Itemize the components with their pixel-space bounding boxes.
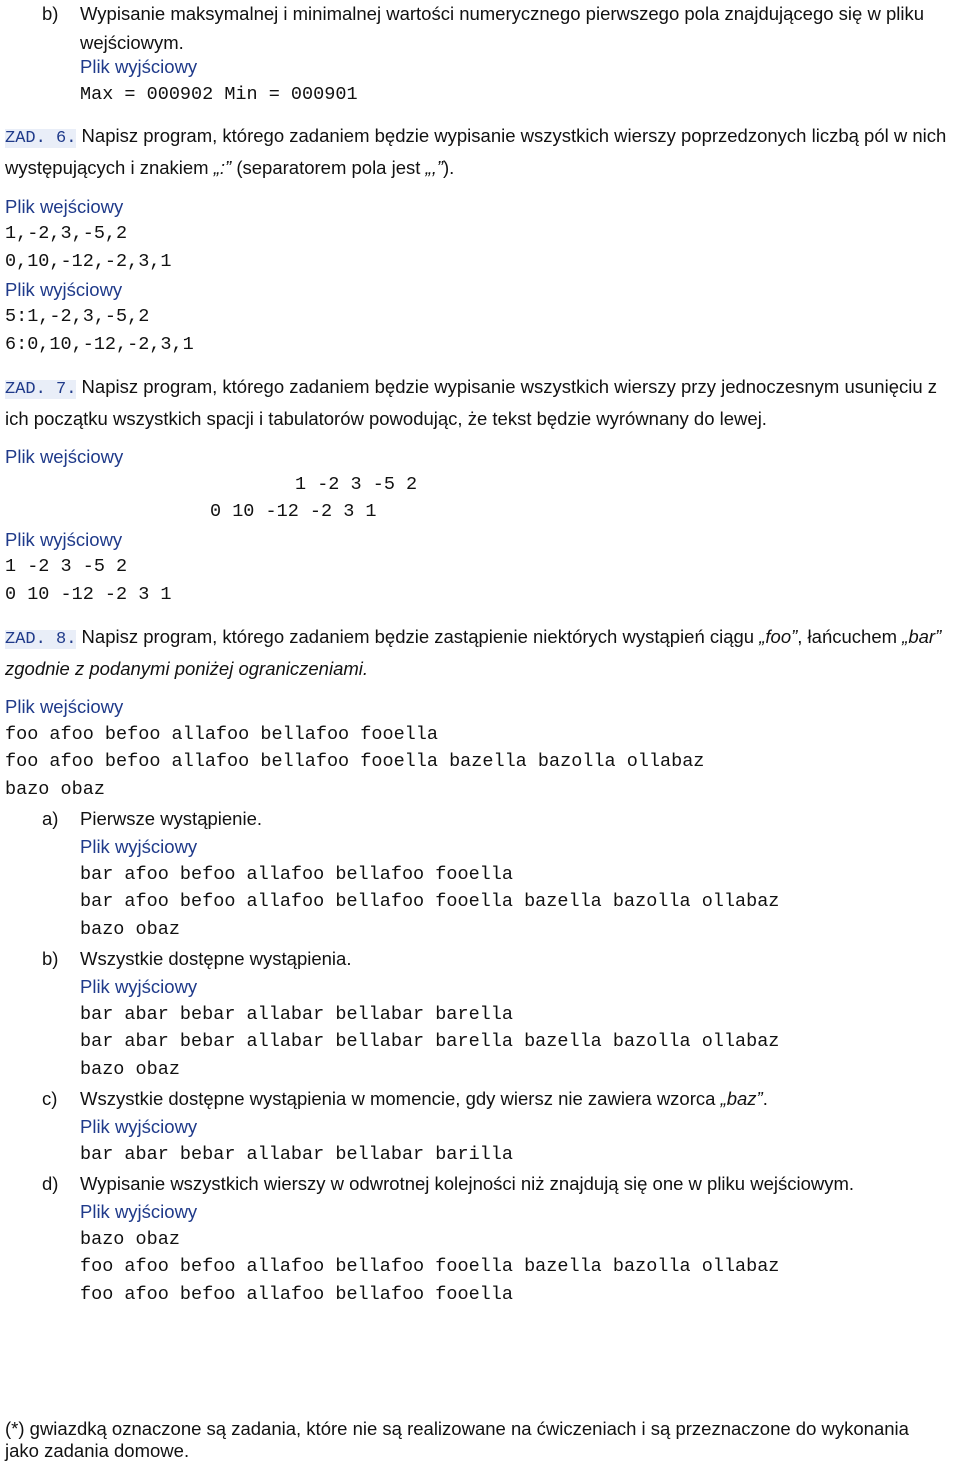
code-line: 0 10 -12 -2 3 1 — [5, 584, 172, 605]
output-file-label: Plik wyjściowy — [80, 1201, 198, 1222]
task-number: ZAD. 7. — [5, 380, 77, 399]
code-line: bar afoo befoo allafoo bellafoo fooella bazella bazolla ollabaz — [80, 891, 780, 912]
code-line: 6:0,10,-12,-2,3,1 — [5, 334, 194, 355]
item-text: Wypisanie wszystkich wierszy w odwrotnej kolejności niż znajdują się one w pliku wejściowym. — [80, 1173, 855, 1194]
task-number: ZAD. 8. — [5, 630, 77, 649]
code-line: foo afoo befoo allafoo bellafoo fooella — [5, 724, 438, 745]
code-line: foo afoo befoo allafoo bellafoo fooella bazella bazolla ollabaz — [80, 1256, 780, 1277]
item-text: Wszystkie dostępne wystąpienia w momencie, gdy wiersz nie zawiera wzorca „baz”. — [80, 1088, 768, 1109]
code-line: bazo obaz — [80, 919, 180, 940]
code-line: foo afoo befoo allafoo bellafoo fooella bazella bazolla ollabaz — [5, 751, 705, 772]
output-file-label: Plik wyjściowy — [80, 56, 198, 77]
code-line: Max = 000902 Min = 000901 — [80, 84, 358, 105]
code-line: bazo obaz — [80, 1229, 180, 1250]
item-label: c) — [42, 1088, 58, 1109]
code-line: foo afoo befoo allafoo bellafoo fooella — [80, 1284, 513, 1305]
code-line: 1 -2 3 -5 2 — [295, 474, 418, 495]
task-8-text: ZAD. 8. Napisz program, którego zadaniem będzie zastąpienie niektórych wystąpień ciągu „foo”, łańcuchem „bar” zgodnie z podanymi poniżej ograniczeniami. — [5, 626, 942, 679]
code-line: bar abar bebar allabar bellabar barella — [80, 1004, 513, 1025]
code-line: bazo obaz — [80, 1059, 180, 1080]
item-text: Pierwsze wystąpienie. — [80, 808, 262, 829]
output-file-label: Plik wyjściowy — [5, 529, 123, 550]
input-file-label: Plik wejściowy — [5, 196, 124, 217]
code-line: bar afoo befoo allafoo bellafoo fooella — [80, 864, 513, 885]
item-label: a) — [42, 808, 59, 829]
code-line: bazo obaz — [5, 779, 105, 800]
code-line: bar abar bebar allabar bellabar barella bazella bazolla ollabaz — [80, 1031, 780, 1052]
task-6-text: ZAD. 6. Napisz program, którego zadaniem będzie wypisanie wszystkich wierszy poprzedzonych liczbą pól w nich występujących i znakiem „:” (separatorem pola jest „,”). — [5, 125, 947, 178]
code-line: 5:1,-2,3,-5,2 — [5, 306, 150, 327]
code-line: 1,-2,3,-5,2 — [5, 223, 128, 244]
code-line: 1 -2 3 -5 2 — [5, 556, 128, 577]
output-file-label: Plik wyjściowy — [5, 279, 123, 300]
output-file-label: Plik wyjściowy — [80, 836, 198, 857]
input-file-label: Plik wejściowy — [5, 696, 124, 717]
item-label: d) — [42, 1173, 59, 1194]
output-file-label: Plik wyjściowy — [80, 976, 198, 997]
output-file-label: Plik wyjściowy — [80, 1116, 198, 1137]
code-line: bar abar bebar allabar bellabar barilla — [80, 1144, 513, 1165]
item-text: Wszystkie dostępne wystąpienia. — [80, 948, 352, 969]
task-number: ZAD. 6. — [5, 129, 77, 148]
item-text: Wypisanie maksymalnej i minimalnej wartości numerycznego pierwszego pola znajdującego się w pliku wejściowym. — [80, 3, 925, 53]
task-7-text: ZAD. 7. Napisz program, którego zadaniem będzie wypisanie wszystkich wierszy przy jednoczesnym usunięciu z ich początku wszystkich spacji i tabulatorów powodując, że tekst będzie wyrównany do lewej. — [5, 376, 938, 429]
footnote: (*) gwiazdką oznaczone są zadania, które nie są realizowane na ćwiczeniach i są przeznaczone do wykonania jako zadania domowe. — [5, 1418, 909, 1461]
item-label: b) — [42, 3, 59, 24]
input-file-label: Plik wejściowy — [5, 446, 124, 467]
item-label: b) — [42, 948, 59, 969]
code-line: 0 10 -12 -2 3 1 — [210, 501, 377, 522]
code-line: 0,10,-12,-2,3,1 — [5, 251, 172, 272]
